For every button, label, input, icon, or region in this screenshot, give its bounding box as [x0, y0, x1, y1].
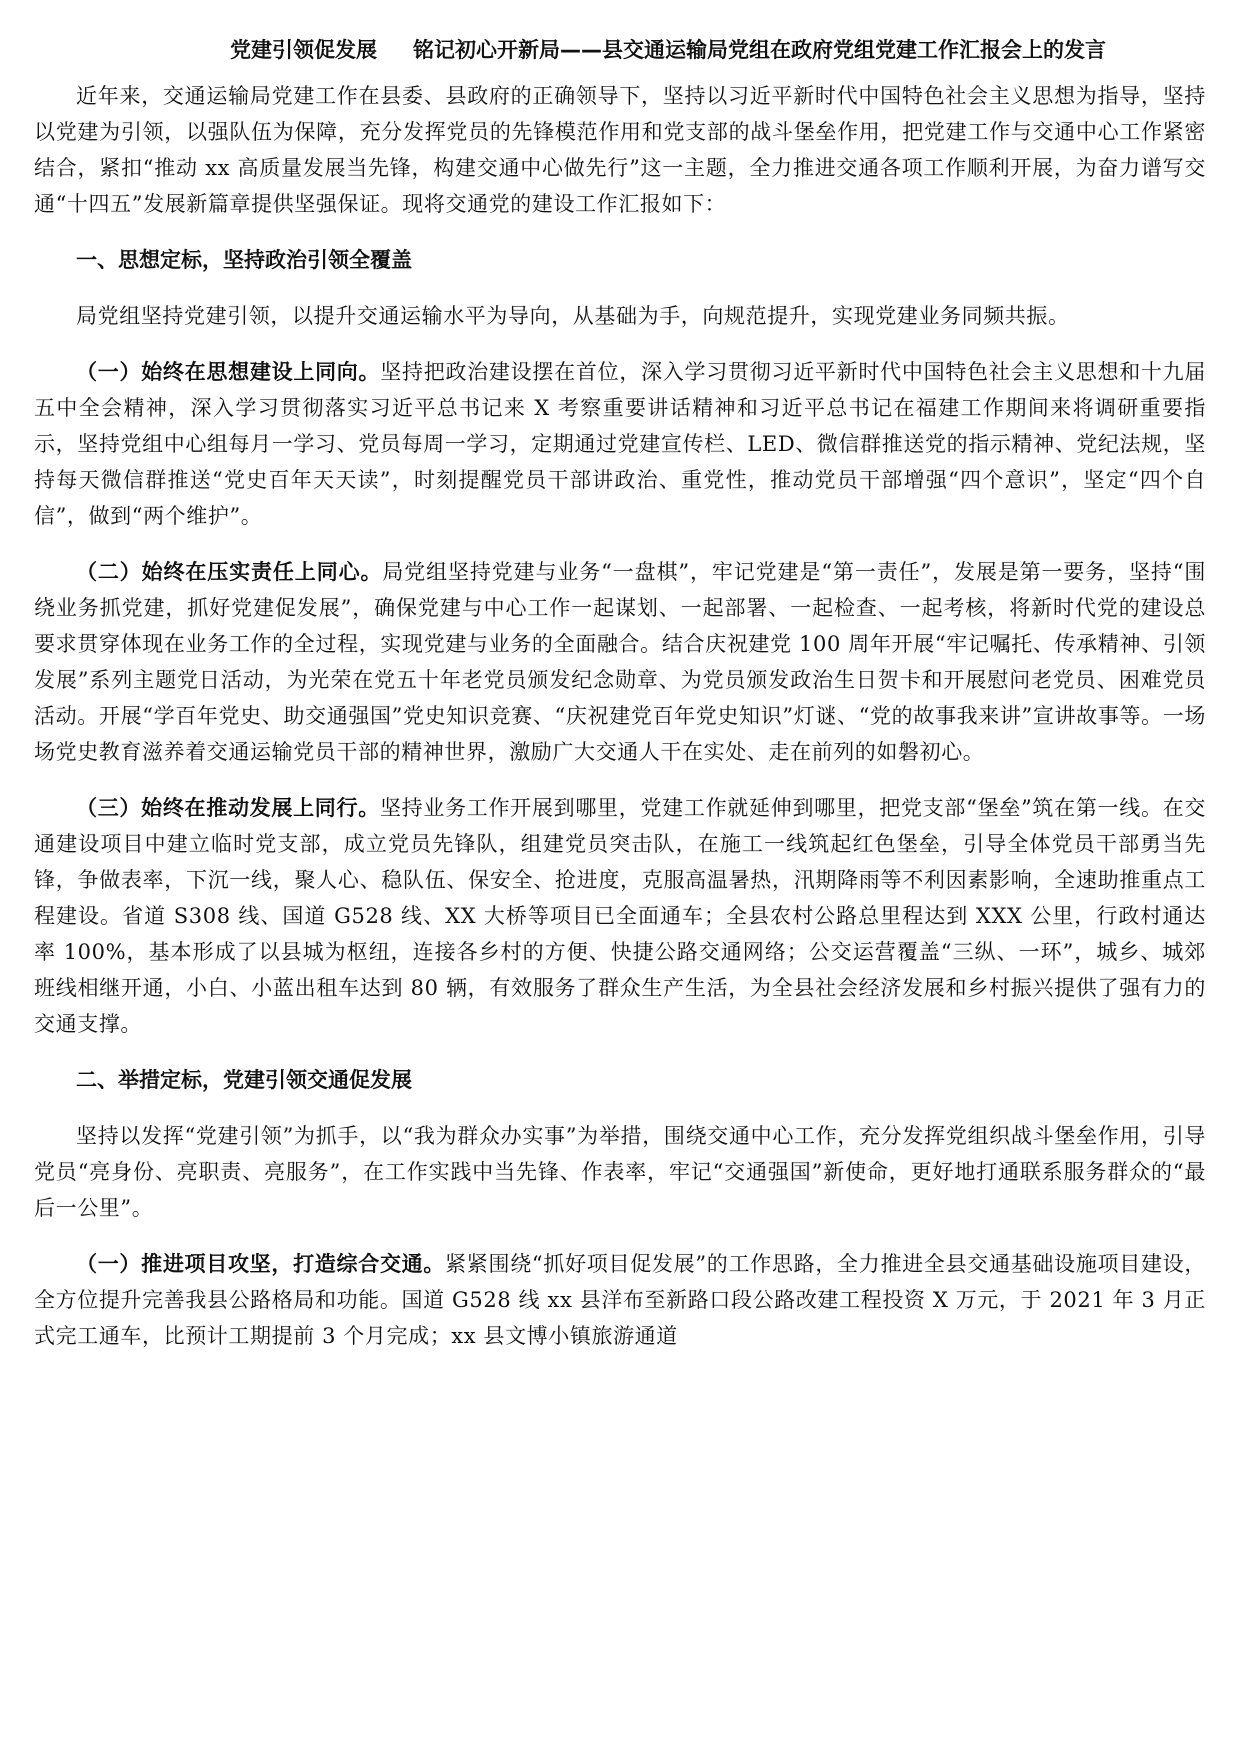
section-1-item-3-text: 坚持业务工作开展到哪里，党建工作就延伸到哪里，把党支部“堡垒”筑在第一线。在交通建设项目中建立临时党支部，成立党员先锋队，组建党员突击队，在施工一线筑起红色堡垒，引导全体党员干部勇当先锋，争做表率，下沉一线，聚人心、稳队伍、保安全、抢进度，克服高温暑热，汛期降雨等不利因素影响，全速助推重点工程建设。省道 S308 线、国道 G528 线、XX 大桥等项目已全面通车；全县农村公路总里程达到 XXX 公里，行政村通达率 100%，基本形成了以县城为枢纽，连接各乡村的方便、快捷公路交通网络；公交运营覆盖“三纵、一环”，城乡、城郊班线相继开通，小白、小蓝出租车达到 80 辆，有效服务了群众生产生活，为全县社会经济发展和乡村振兴提供了强有力的交通支撑。 [34, 796, 1207, 1036]
section-1-item-1-text: 坚持把政治建设摆在首位，深入学习贯彻习近平新时代中国特色社会主义思想和十九届五中全会精神，深入学习贯彻落实习近平总书记来 X 考察重要讲话精神和习近平总书记在福建工作期间来将调研重要指示，坚持党组中心组每月一学习、党员每周一学习，定期通过党建宣传栏、LED、微信群推送党的指示精神、党纪法规，坚持每天微信群推送“党史百年天天读”，时刻提醒党员干部讲政治、重党性，推动党员干部增强“四个意识”，坚定“四个自信”，做到“两个维护”。 [34, 360, 1206, 528]
section-1-item-2-text: 局党组坚持党建与业务“一盘棋”，牢记党建是“第一责任”，发展是第一要务，坚持“围绕业务抓党建，抓好党建促发展”，确保党建与中心工作一起谋划、一起部署、一起检查、一起考核，将新时代党的建设总要求贯穿体现在业务工作的全过程，实现党建与业务的全面融合。结合庆祝建党 100 周年开展“牢记嘱托、传承精神、引领发展”系列主题党日活动，为光荣在党五十年老党员颁发纪念勋章、为党员颁发政治生日贺卡和开展慰问老党员、困难党员活动。开展“学百年党史、助交通强国”党史知识竞赛、“庆祝建党百年党史知识”灯谜、“党的故事我来讲”宣讲故事等。一场场党史教育滋养着交通运输党员干部的精神世界，激励广大交通人干在实处、走在前列的如磐初心。 [34, 560, 1206, 764]
section-1-item-2 [34, 554, 1206, 770]
title-part-1: 党建引领促发展 [230, 38, 377, 62]
section-2-summary: 坚持以发挥“党建引领”为抓手，以“我为群众办实事”为举措，围绕交通中心工作，充分发挥党组织战斗堡垒作用，引导党员“亮身份、亮职责、亮服务”，在工作实践中当先锋、作表率，牢记“交通强国”新使命，更好地打通联系服务群众的“最后一公里”。 [34, 1124, 1206, 1220]
section-1-item-3-lead: （三）始终在推动发展上同行。 [76, 796, 380, 820]
section-2-item-1 [34, 1246, 1206, 1354]
section-1-item-1 [34, 354, 1206, 534]
section-1-item-2-lead: （二）始终在压实责任上同心。 [76, 560, 383, 584]
title-part-2: 铭记初心开新局——县交通运输局党组在政府党组党建工作汇报会上的发言 [413, 38, 1106, 62]
section-2-heading: 二、举措定标，党建引领交通促发展 [76, 1068, 412, 1092]
intro-paragraph: 近年来，交通运输局党建工作在县委、县政府的正确领导下，坚持以习近平新时代中国特色社会主义思想为指导，坚持以党建为引领，以强队伍为保障，充分发挥党员的先锋模范作用和党支部的战斗堡垒作用，把党建工作与交通中心工作紧密结合，紧扣“推动 xx 高质量发展当先锋，构建交通中心做先行”这一主题，全力推进交通各项工作顺利开展，为奋力谱写交通“十四五”发展新篇章提供坚强保证。现将交通党的建设工作汇报如下： [34, 84, 1206, 216]
section-2-item-1-text: 紧紧围绕“抓好项目促发展”的工作思路，全力推进全县交通基础设施项目建设，全方位提升完善我县公路格局和功能。国道 G528 线 xx 县洋布至新路口段公路改建工程投资 X 万元，于 2021 年 3 月正式完工通车，比预计工期提前 3 个月完成；xx 县文博小镇旅游通道 [34, 1252, 1206, 1348]
section-2-item-1-lead: （一）推进项目攻坚，打造综合交通。 [76, 1252, 446, 1276]
section-1-item-1-lead: （一）始终在思想建设上同向。 [76, 360, 381, 384]
document-title [34, 30, 1206, 70]
section-1-item-3 [34, 790, 1206, 1042]
section-1-summary: 局党组坚持党建引领，以提升交通运输水平为导向，从基础为手，向规范提升，实现党建业务同频共振。 [76, 304, 1070, 328]
section-1-heading: 一、思想定标，坚持政治引领全覆盖 [76, 248, 412, 272]
